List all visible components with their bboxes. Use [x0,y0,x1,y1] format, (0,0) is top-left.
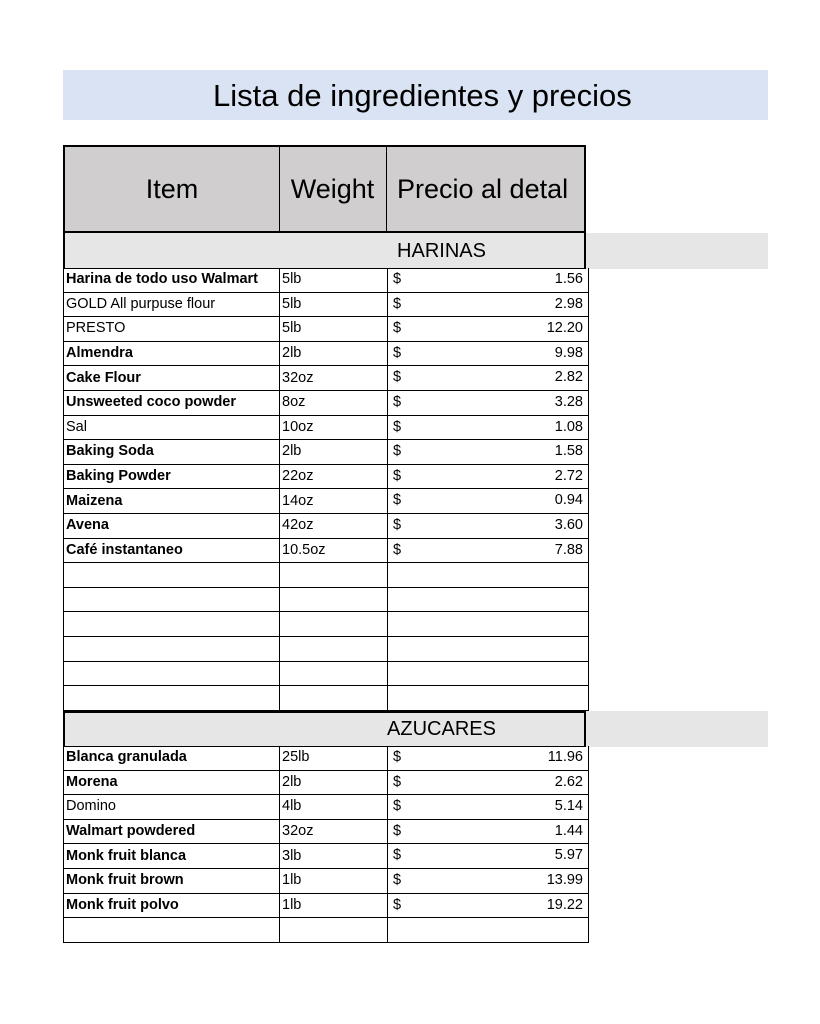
price-amount: 1.56 [554,271,583,287]
table-row [64,893,589,918]
cell-item[interactable]: Monk fruit blanca [64,844,280,869]
page-title: Lista de ingredientes y precios [213,78,632,113]
cell-price[interactable] [388,390,589,415]
currency-symbol: $ [393,369,402,386]
currency-symbol: $ [393,541,402,558]
table-row [64,366,589,391]
section-label: HARINAS [397,239,486,262]
cell-item[interactable]: Monk fruit brown [64,868,280,893]
currency-symbol: $ [393,516,402,533]
table-row [64,268,589,292]
currency-symbol: $ [393,271,402,287]
cell-item[interactable]: Morena [64,770,280,795]
currency-symbol: $ [393,295,402,312]
cell-price[interactable] [388,868,589,893]
table-row [64,292,589,317]
cell-price[interactable] [388,795,589,820]
table-row [64,844,589,869]
price-amount: 7.88 [554,541,583,558]
price-amount: 3.28 [554,393,583,410]
table-row [64,636,589,661]
cell-price[interactable] [388,661,589,686]
cell-weight[interactable] [280,587,388,612]
table-row [64,770,589,795]
cell-weight[interactable]: 42oz [280,513,388,538]
price-amount: 2.62 [554,773,583,790]
cell-item[interactable]: Baking Soda [64,440,280,465]
cell-item[interactable] [64,563,280,588]
price-amount: 5.14 [554,798,583,815]
table-row [64,686,589,711]
harinas-table [63,268,589,711]
price-amount: 11.96 [547,749,583,765]
table-row [64,661,589,686]
cell-price[interactable] [388,366,589,391]
price-amount: 5.97 [554,847,583,864]
cell-weight[interactable]: 22oz [280,464,388,489]
cell-item[interactable] [64,661,280,686]
cell-price[interactable] [388,268,589,292]
header-weight: Weight [279,147,387,231]
cell-weight[interactable]: 4lb [280,795,388,820]
price-amount: 9.98 [554,344,583,361]
cell-item[interactable]: Walmart powdered [64,819,280,844]
table-row [64,317,589,342]
currency-symbol: $ [393,344,402,361]
header-precio: Precio al detal [397,173,569,204]
cell-weight[interactable] [280,563,388,588]
cell-price[interactable] [388,844,589,869]
currency-symbol: $ [393,393,402,410]
section-harinas [63,233,768,269]
cell-price[interactable] [388,415,589,440]
cell-item[interactable]: Blanca granulada [64,746,280,770]
cell-weight[interactable]: 5lb [280,317,388,342]
price-amount: 3.60 [554,516,583,533]
header-item: Item [65,147,280,231]
cell-weight[interactable] [280,686,388,711]
cell-weight[interactable]: 25lb [280,746,388,770]
table-row [64,746,589,770]
cell-price[interactable] [388,513,589,538]
cell-weight[interactable] [280,661,388,686]
cell-weight[interactable]: 5lb [280,268,388,292]
currency-symbol: $ [393,467,402,484]
currency-symbol: $ [393,418,402,435]
cell-price[interactable] [388,341,589,366]
currency-symbol: $ [393,320,402,337]
table-header [63,145,586,233]
cell-price[interactable] [388,893,589,918]
cell-item[interactable]: Almendra [64,341,280,366]
cell-weight[interactable]: 32oz [280,366,388,391]
cell-item[interactable]: GOLD All purpuse flour [64,292,280,317]
table-row [64,612,589,637]
cell-price[interactable] [388,440,589,465]
price-amount: 12.20 [546,320,583,337]
price-amount: 2.98 [554,295,583,312]
table-row [64,918,589,943]
section-azucares [63,711,768,747]
table-row [64,819,589,844]
currency-symbol: $ [393,822,402,839]
cell-item[interactable]: Sal [64,415,280,440]
price-amount: 1.08 [554,418,583,435]
price-amount: 2.82 [554,369,583,386]
cell-price[interactable] [388,636,589,661]
currency-symbol: $ [393,871,402,888]
azucares-table [63,746,589,943]
cell-weight[interactable] [280,918,388,943]
currency-symbol: $ [393,492,402,509]
cell-weight[interactable] [280,612,388,637]
table-row [64,464,589,489]
cell-weight[interactable]: 2lb [280,440,388,465]
cell-item[interactable]: Maizena [64,489,280,514]
cell-item[interactable] [64,686,280,711]
price-amount: 2.72 [554,467,583,484]
cell-item[interactable]: Baking Powder [64,464,280,489]
table-row [64,440,589,465]
cell-price[interactable] [388,918,589,943]
cell-weight[interactable]: 2lb [280,770,388,795]
price-amount: 19.22 [546,896,583,913]
cell-weight[interactable]: 32oz [280,819,388,844]
cell-weight[interactable]: 8oz [280,390,388,415]
cell-item[interactable]: Domino [64,795,280,820]
cell-weight[interactable]: 1lb [280,893,388,918]
cell-price[interactable] [388,819,589,844]
currency-symbol: $ [393,443,402,460]
title-bar [63,70,768,120]
cell-price[interactable] [388,464,589,489]
cell-price[interactable] [388,292,589,317]
cell-price[interactable] [388,686,589,711]
price-amount: 0.94 [554,492,583,509]
cell-item[interactable] [64,918,280,943]
cell-price[interactable] [388,587,589,612]
table-row [64,489,589,514]
cell-weight[interactable]: 5lb [280,292,388,317]
cell-price[interactable] [388,538,589,563]
title-clip [63,70,632,120]
currency-symbol: $ [393,773,402,790]
cell-price[interactable] [388,489,589,514]
cell-weight[interactable]: 10.5oz [280,538,388,563]
cell-item[interactable]: Monk fruit polvo [64,893,280,918]
cell-price[interactable] [388,612,589,637]
table-row [64,868,589,893]
currency-symbol: $ [393,847,402,864]
cell-weight[interactable]: 14oz [280,489,388,514]
table-row [64,563,589,588]
table-row [64,513,589,538]
cell-item[interactable]: Cake Flour [64,366,280,391]
price-amount: 1.58 [554,443,583,460]
cell-price[interactable] [388,563,589,588]
section-label: AZUCARES [387,717,496,740]
cell-weight[interactable]: 1lb [280,868,388,893]
cell-price[interactable] [388,770,589,795]
cell-item[interactable]: Harina de todo uso Walmart [64,268,280,292]
table-row [64,795,589,820]
cell-item[interactable] [64,612,280,637]
cell-item[interactable] [64,587,280,612]
cell-item[interactable]: Avena [64,513,280,538]
table-row [64,390,589,415]
cell-weight[interactable]: 3lb [280,844,388,869]
table-row [64,538,589,563]
currency-symbol: $ [393,798,402,815]
currency-symbol: $ [393,749,402,765]
cell-price[interactable] [388,746,589,770]
cell-item[interactable]: Unsweeted coco powder [64,390,280,415]
cell-weight[interactable]: 2lb [280,341,388,366]
table-row [64,341,589,366]
cell-item[interactable]: PRESTO [64,317,280,342]
cell-price[interactable] [388,317,589,342]
currency-symbol: $ [393,896,402,913]
table-row [64,415,589,440]
cell-weight[interactable] [280,636,388,661]
cell-item[interactable]: Café instantaneo [64,538,280,563]
cell-item[interactable] [64,636,280,661]
price-amount: 1.44 [554,822,583,839]
table-row [64,587,589,612]
cell-weight[interactable]: 10oz [280,415,388,440]
price-amount: 13.99 [546,871,583,888]
